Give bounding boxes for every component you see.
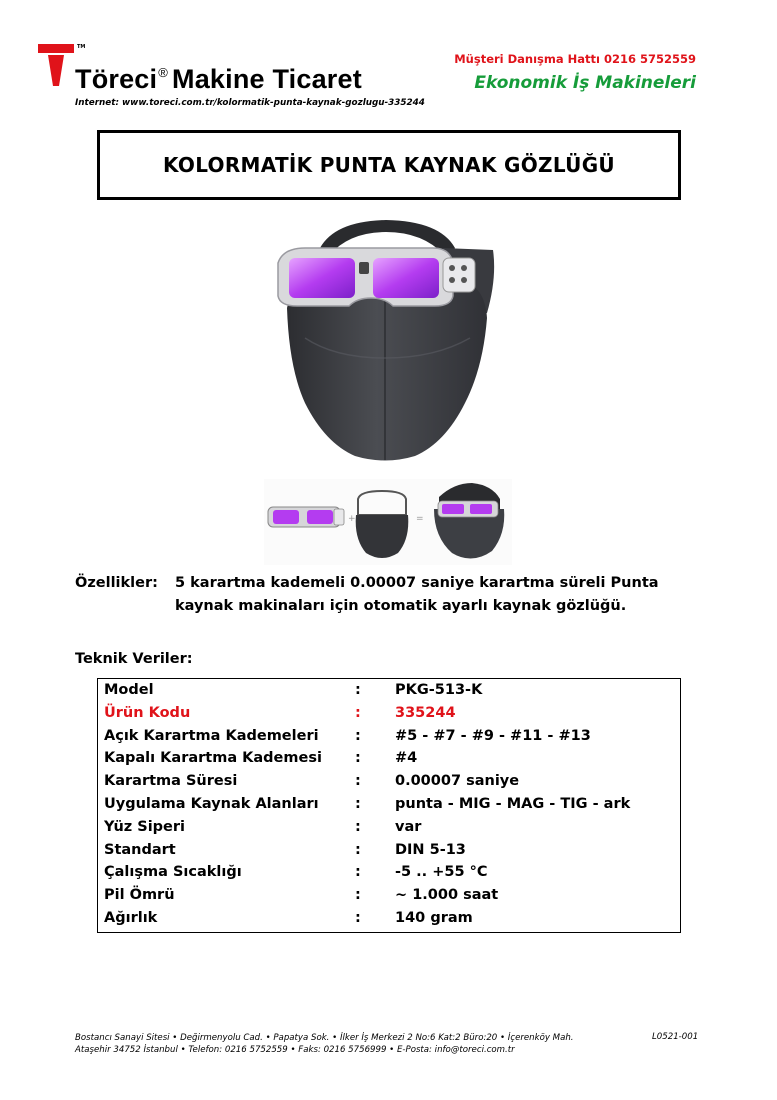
technical-heading: Teknik Veriler: [75, 651, 193, 667]
document-code: L0521-001 [652, 1032, 699, 1042]
spec-key: Standart [104, 841, 176, 858]
company-name-primary: Töreci [75, 64, 158, 94]
toreci-logo-icon [38, 44, 74, 86]
spec-value: #4 [395, 750, 418, 767]
customer-hotline: Müşteri Danışma Hattı 0216 5752559 [454, 52, 696, 66]
spec-separator: : [355, 750, 361, 767]
spec-value: 140 gram [395, 909, 473, 926]
spec-value: ~ 1.000 saat [395, 887, 499, 904]
spec-separator: : [355, 887, 361, 904]
spec-row-weight [98, 910, 680, 933]
spec-row-darkening-time [98, 773, 680, 796]
company-slogan: Ekonomik İş Makineleri [474, 73, 696, 93]
spec-value: 335244 [395, 704, 456, 721]
spec-row-operating-temp [98, 864, 680, 887]
spec-separator: : [355, 727, 361, 744]
spec-row-face-shield [98, 819, 680, 842]
spec-key: Ağırlık [104, 909, 158, 926]
spec-value: PKG-513-K [395, 682, 483, 698]
spec-value: #5 - #7 - #9 - #11 - #13 [395, 727, 591, 744]
spec-row-welding-areas [98, 796, 680, 819]
spec-value: -5 .. +55 °C [395, 864, 488, 881]
svg-text:+: + [348, 514, 356, 524]
spec-key: Karartma Süresi [104, 773, 238, 790]
company-name [75, 64, 362, 95]
footer-line-2: Ataşehir 34752 İstanbul • Telefon: 0216 5752559 • Faks: 0216 5756999 • E-Posta: info@toreci.com.tr [75, 1045, 515, 1055]
spec-separator: : [355, 795, 361, 812]
spec-separator: : [355, 682, 361, 698]
spec-separator: : [355, 818, 361, 835]
spec-key: Uygulama Kaynak Alanları [104, 795, 319, 812]
spec-key: Kapalı Karartma Kademesi [104, 750, 322, 767]
product-assembly-image [264, 479, 512, 565]
spec-separator: : [355, 909, 361, 926]
spec-separator: : [355, 841, 361, 858]
spec-value: punta - MIG - MAG - TIG - ark [395, 795, 631, 812]
spec-key: Açık Karartma Kademeleri [104, 727, 319, 744]
spec-separator: : [355, 773, 361, 790]
registered-mark: ® [158, 65, 169, 80]
spec-table [97, 678, 681, 933]
spec-row-open-shades [98, 728, 680, 751]
spec-separator: : [355, 704, 361, 721]
internet-url: Internet: www.toreci.com.tr/kolormatik-punta-kaynak-gozlugu-335244 [75, 98, 425, 108]
footer-address [75, 1032, 574, 1056]
spec-key: Ürün Kodu [104, 704, 191, 721]
features-label: Özellikler: [75, 575, 158, 591]
svg-text:=: = [416, 514, 424, 524]
title-box [97, 130, 681, 200]
welding-goggle-mask-image [275, 218, 497, 465]
spec-value: DIN 5-13 [395, 841, 466, 858]
footer-line-1: Bostancı Sanayi Sitesi • Değirmenyolu Cad. • Papatya Sok. • İlker İş Merkezi 2 No:6 Kat:2 Büro:20 • İçerenköy Mah. [75, 1033, 574, 1043]
spec-value: 0.00007 saniye [395, 773, 520, 790]
spec-key: Çalışma Sıcaklığı [104, 864, 242, 881]
spec-row-product-code [98, 705, 680, 728]
company-name-rest: Makine Ticaret [172, 64, 362, 94]
spec-key: Model [104, 682, 154, 698]
spec-value: var [395, 818, 422, 835]
features-text: 5 karartma kademeli 0.00007 saniye karartma süreli Punta kaynak makinaları için otomatik ayarlı kaynak gözlüğü. [175, 575, 659, 614]
spec-key: Pil Ömrü [104, 887, 175, 904]
page-title: KOLORMATİK PUNTA KAYNAK GÖZLÜĞÜ [163, 153, 615, 177]
trademark-mark: TM [77, 44, 86, 50]
spec-row-standard [98, 842, 680, 865]
spec-separator: : [355, 864, 361, 881]
spec-key: Yüz Siperi [104, 818, 186, 835]
spec-row-closed-shade [98, 750, 680, 773]
spec-row-battery-life [98, 887, 680, 910]
spec-row-model [98, 682, 680, 705]
